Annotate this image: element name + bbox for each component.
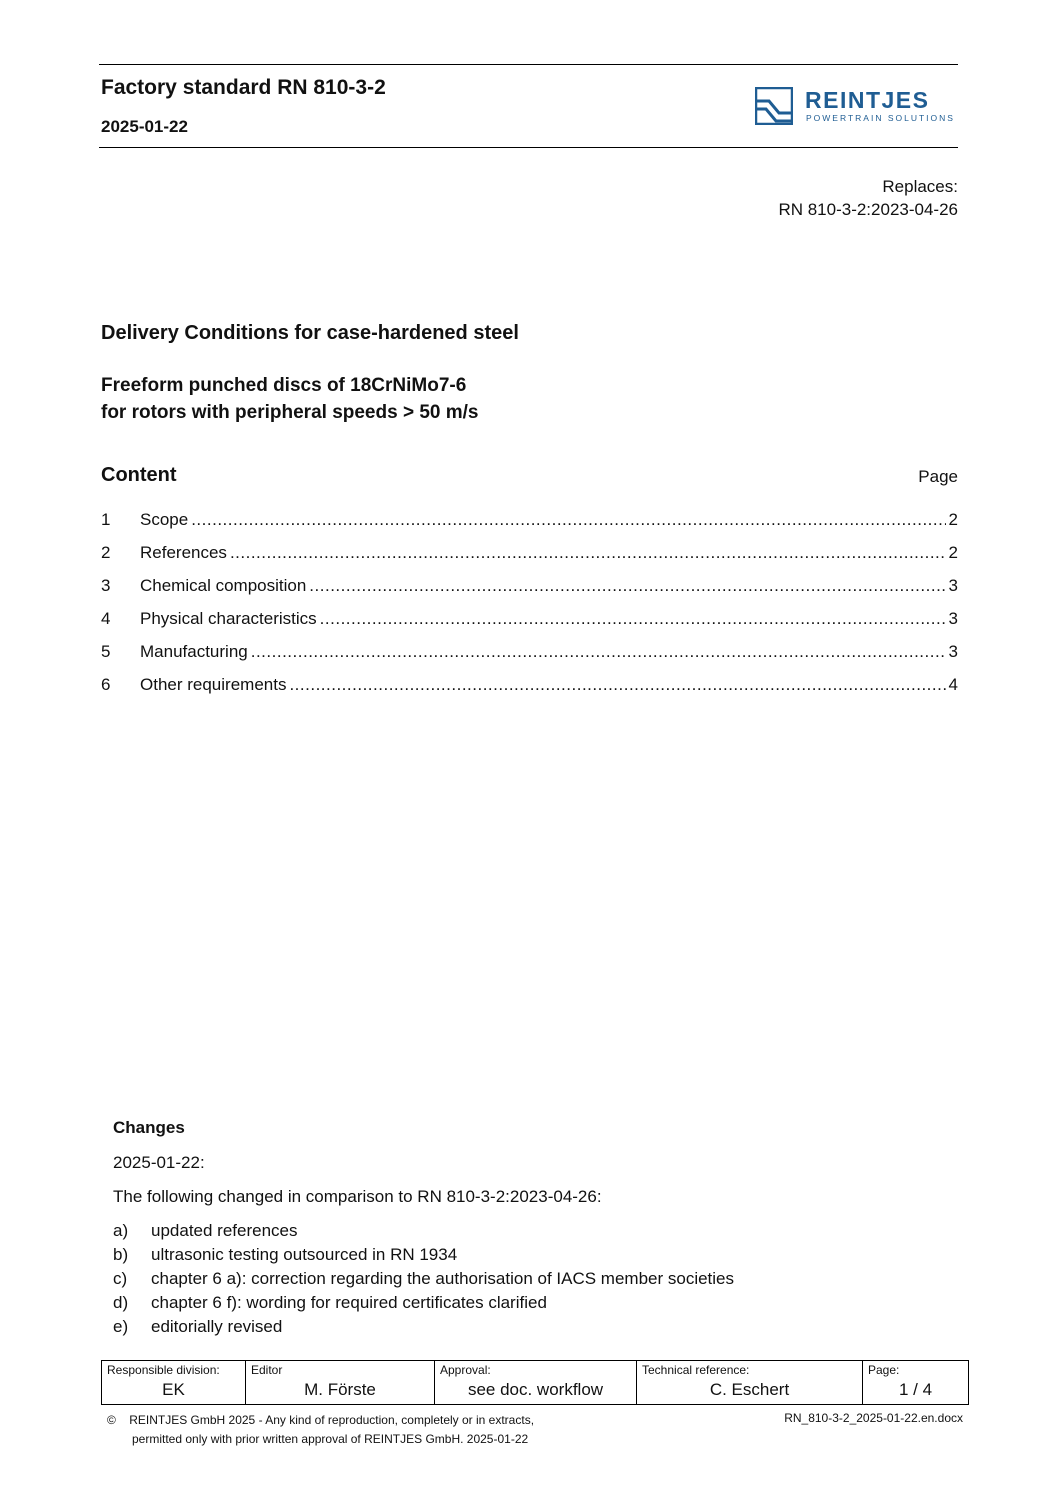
- list-item-letter: d): [113, 1293, 129, 1312]
- copyright-notice: [107, 1411, 534, 1449]
- toc-number: 6: [101, 675, 111, 694]
- list-item: [113, 1269, 963, 1293]
- document-date: 2025-01-22: [101, 117, 188, 136]
- toc-entry-other-requirements[interactable]: [101, 675, 958, 708]
- list-item: [113, 1293, 963, 1317]
- document-filename: RN_810-3-2_2025-01-22.en.docx: [784, 1411, 963, 1425]
- toc-leader-dots: [320, 609, 946, 629]
- toc-leader-dots: [289, 675, 945, 695]
- technical-reference-value: C. Eschert: [709, 1380, 790, 1399]
- editor-value: M. Förste: [304, 1380, 376, 1399]
- page-cell: [863, 1361, 969, 1405]
- replaces-block: [778, 175, 958, 221]
- reintjes-logo: [755, 86, 960, 126]
- responsible-division-label: Responsible division:: [107, 1363, 220, 1377]
- editor-cell: [246, 1361, 435, 1405]
- list-item-text: ultrasonic testing outsourced in RN 1934: [151, 1245, 458, 1264]
- contents-page-label: Page: [918, 467, 958, 486]
- toc-title: Chemical composition: [140, 576, 307, 595]
- toc-page-number: 3: [948, 576, 958, 595]
- list-item-text: editorially revised: [151, 1317, 283, 1336]
- toc-leader-dots: [251, 642, 946, 662]
- toc-title: References: [140, 543, 227, 562]
- logo-wordmark: REINTJES: [805, 87, 930, 113]
- toc-leader-dots: [309, 576, 945, 596]
- changes-title: Changes: [113, 1118, 185, 1137]
- toc-number: 1: [101, 510, 111, 529]
- approval-value: see doc. workflow: [467, 1380, 604, 1399]
- changes-section: [113, 1118, 963, 1341]
- copyright-line-1: [107, 1411, 534, 1430]
- toc-number: 2: [101, 543, 111, 562]
- document-title: Factory standard RN 810-3-2: [101, 76, 386, 99]
- list-item-letter: b): [113, 1245, 129, 1264]
- subheading-line-2: for rotors with peripheral speeds > 50 m/s: [101, 402, 479, 423]
- toc-page-number: 4: [948, 675, 958, 694]
- toc-entry-physical-characteristics[interactable]: [101, 609, 958, 642]
- toc-entry-scope[interactable]: [101, 510, 958, 543]
- toc-page-number: 2: [948, 510, 958, 529]
- replaces-value: RN 810-3-2:2023-04-26: [778, 200, 958, 219]
- toc-title: Scope: [140, 510, 189, 529]
- list-item: [113, 1317, 963, 1341]
- header-bottom-rule: [99, 147, 958, 148]
- toc-title: Manufacturing: [140, 642, 248, 661]
- footer-info-table: [101, 1360, 969, 1405]
- list-item-text: updated references: [151, 1221, 298, 1240]
- header-top-rule: [99, 64, 958, 65]
- editor-label: Editor: [251, 1363, 283, 1377]
- document-heading: Delivery Conditions for case-hardened steel: [101, 322, 519, 344]
- toc-title: Other requirements: [140, 675, 287, 694]
- page-label: Page:: [868, 1363, 900, 1377]
- toc-leader-dots: [230, 543, 946, 563]
- document-subheading: [101, 372, 478, 426]
- responsible-division-value: EK: [162, 1380, 185, 1399]
- reintjes-logo-icon: [755, 87, 793, 125]
- toc-page-number: 2: [948, 543, 958, 562]
- toc-number: 5: [101, 642, 111, 661]
- toc-number: 3: [101, 576, 111, 595]
- replaces-label: Replaces:: [882, 177, 958, 196]
- changes-date: 2025-01-22:: [113, 1153, 205, 1172]
- toc-number: 4: [101, 609, 111, 628]
- toc-entry-chemical-composition[interactable]: [101, 576, 958, 609]
- list-item: [113, 1245, 963, 1269]
- table-of-contents: [101, 510, 958, 708]
- responsible-division-cell: [102, 1361, 246, 1405]
- approval-label: Approval:: [440, 1363, 491, 1377]
- list-item-letter: c): [113, 1269, 128, 1288]
- toc-page-number: 3: [948, 642, 958, 661]
- copyright-symbol: ©: [107, 1413, 116, 1427]
- subheading-line-1: Freeform punched discs of 18CrNiMo7-6: [101, 375, 467, 396]
- toc-entry-references[interactable]: [101, 543, 958, 576]
- copyright-line-2: permitted only with prior written approval of REINTJES GmbH. 2025-01-22: [132, 1432, 529, 1446]
- toc-leader-dots: [191, 510, 945, 530]
- page-number: 1 / 4: [898, 1380, 933, 1399]
- logo-tagline: POWERTRAIN SOLUTIONS: [806, 113, 955, 123]
- changes-intro: The following changed in comparison to RN 810-3-2:2023-04-26:: [113, 1187, 602, 1206]
- list-item: [113, 1221, 963, 1245]
- list-item-letter: e): [113, 1317, 129, 1336]
- list-item-text: chapter 6 a): correction regarding the authorisation of IACS member societies: [151, 1269, 735, 1288]
- list-item-letter: a): [113, 1221, 129, 1240]
- technical-reference-cell: [637, 1361, 863, 1405]
- technical-reference-label: Technical reference:: [642, 1363, 750, 1377]
- toc-page-number: 3: [948, 609, 958, 628]
- toc-title: Physical characteristics: [140, 609, 317, 628]
- approval-cell: [435, 1361, 637, 1405]
- toc-entry-manufacturing[interactable]: [101, 642, 958, 675]
- list-item-text: chapter 6 f): wording for required certificates clarified: [151, 1293, 547, 1312]
- copyright-text-1: REINTJES GmbH 2025 - Any kind of reproduction, completely or in extracts,: [129, 1413, 535, 1427]
- contents-title: Content: [101, 464, 177, 486]
